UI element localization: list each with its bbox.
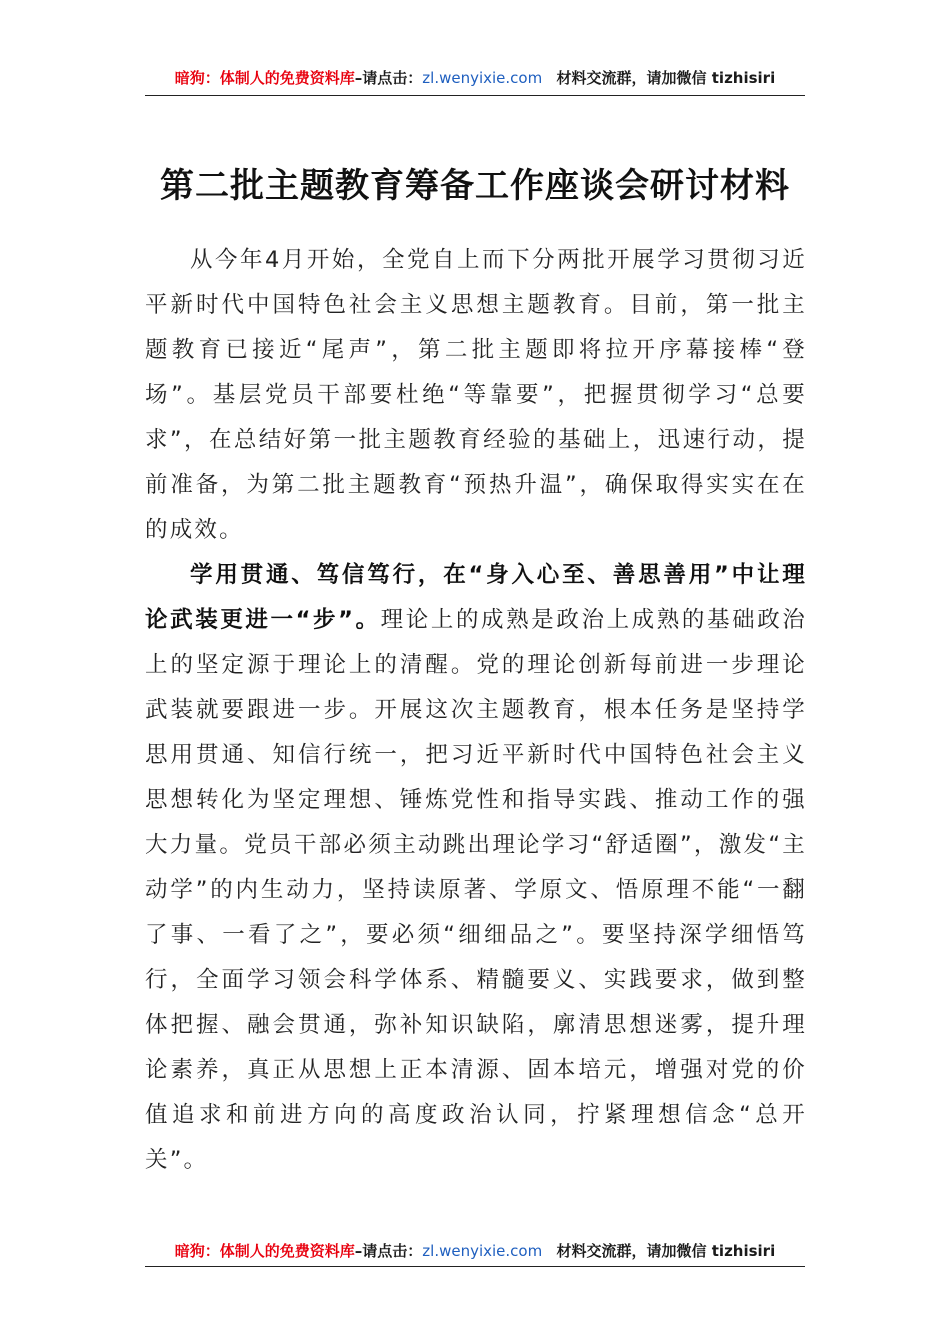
paragraph-intro (145, 238, 807, 553)
footer-site-name: 暗狗：体制人的免费资料库 (174, 1242, 355, 1260)
footer-divider (145, 1266, 805, 1267)
footer-contact: 材料交流群，请加微信 tizhisiri (556, 1242, 776, 1260)
section-1-text: 理论上的成熟是政治上成熟的基础政治上的坚定源于理论上的清醒。党的理论创新每前进一步理论武装就要跟进一步。开展这次主题教育，根本任务是坚持学思用贯通、知信行统一，把习近平新时代中国特色社会主义思想转化为坚定理想、锤炼党性和指导实践、推动工作的强大力量。党员干部必须主动跳出理论学习“舒适圈”，激发“主动学”的内生动力，坚持读原著、学原文、悟原理不能“一翻了事、一看了之”，要必须“细细品之”。要坚持深学细悟笃行，全面学习领会科学体系、精髓要义、实践要求，做到整体把握、融会贯通，弥补知识缺陷，廓清思想迷雾，提升理论素养，真正从思想上正本清源、固本培元，增强对党的价值追求和前进方向的高度政治认同，拧紧理想信念“总开关”。 (145, 607, 807, 1173)
footer-prompt: –请点击： (354, 1242, 423, 1260)
document-body (145, 238, 807, 1183)
footer-banner (145, 1241, 805, 1261)
header-divider (145, 95, 805, 96)
paragraph-section-1 (145, 553, 807, 1183)
footer-url-link[interactable]: zl.wenyixie.com (422, 1242, 543, 1260)
paragraph-intro-text: 从今年4月开始，全党自上而下分两批开展学习贯彻习近平新时代中国特色社会主义思想主题教育。目前，第一批主题教育已接近“尾声”，第二批主题即将拉开序幕接棒“登场”。基层党员干部要杜绝“等靠要”，把握贯彻学习“总要求”，在总结好第一批主题教育经验的基础上，迅速行动，提前准备，为第二批主题教育“预热升温”，确保取得实实在在的成效。 (145, 247, 807, 543)
section-1-heading: 学用贯通、笃信笃行，在“身入心至、善思善用”中让理论武装更进一“步”。 (145, 562, 807, 633)
header-contact: 材料交流群，请加微信 tizhisiri (556, 69, 776, 87)
document-title: 第二批主题教育筹备工作座谈会研讨材料 (160, 166, 790, 206)
header-url-link[interactable]: zl.wenyixie.com (422, 69, 543, 87)
header-site-name: 暗狗：体制人的免费资料库 (174, 69, 355, 87)
header-banner (145, 68, 805, 88)
header-prompt: –请点击： (354, 69, 423, 87)
